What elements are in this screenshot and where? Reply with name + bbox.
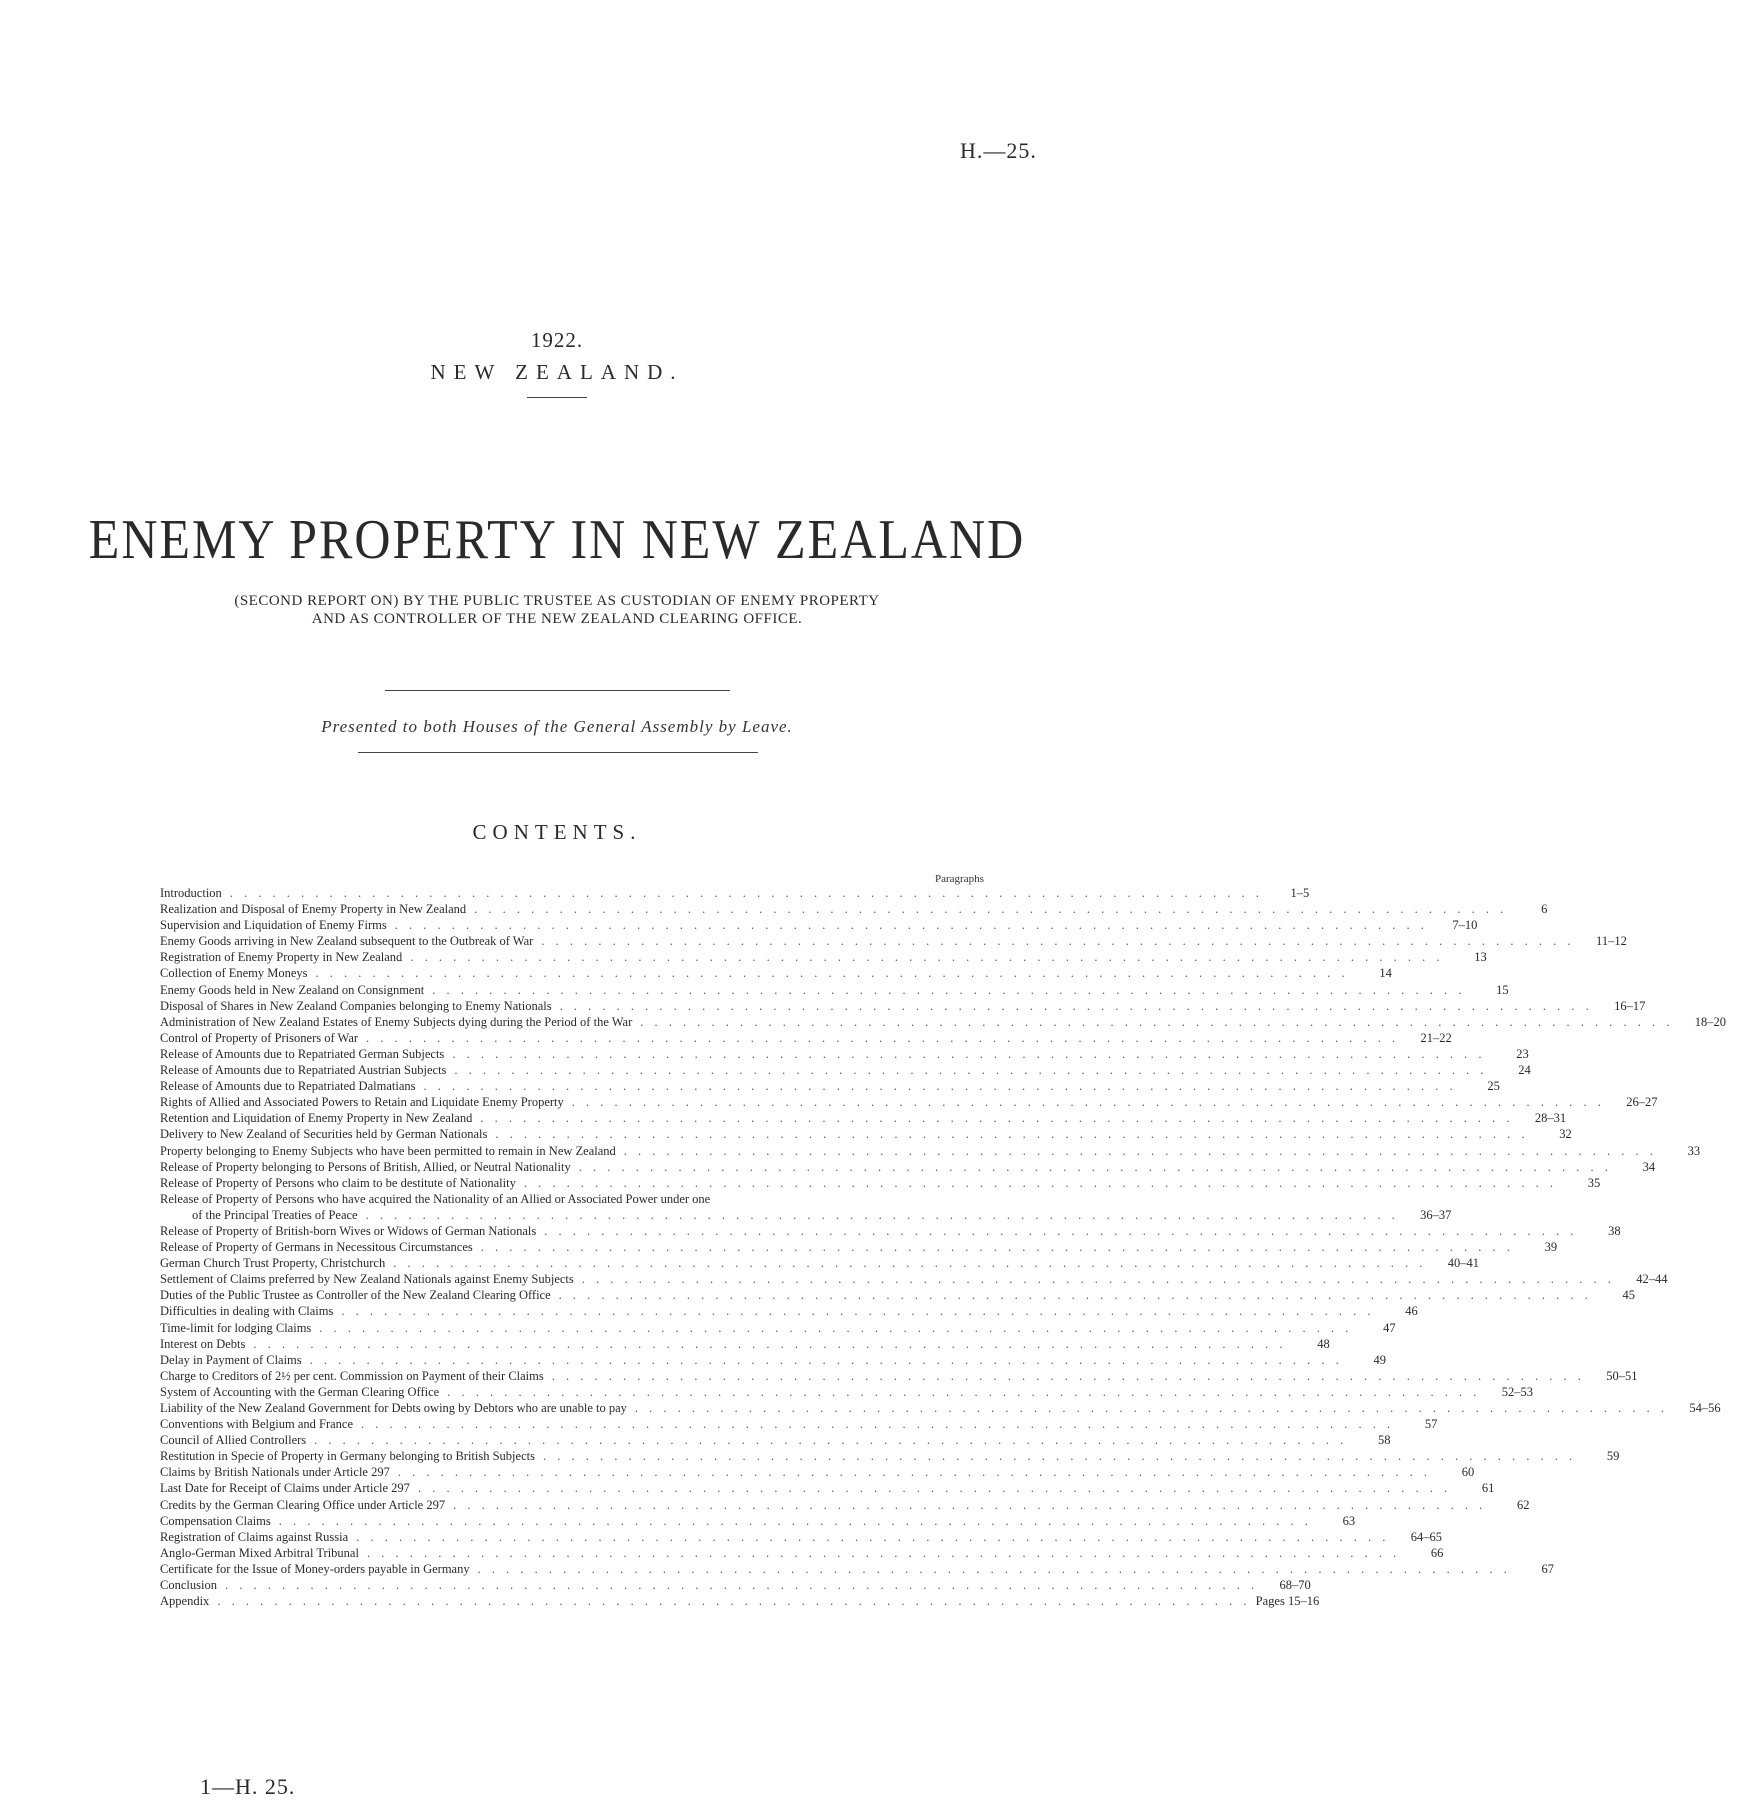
leader-dots: . . . . . . . . . . . . . . . . . . . . . . . . . . . . . . . . . . . . . . . . . . . . . . . . . . . . . . . . . . . . . . . . . . . . . . . . . (315, 966, 1349, 981)
leader-dots: . . . . . . . . . . . . . . . . . . . . . . . . . . . . . . . . . . . . . . . . . . . . . . . . . . . . . . . . . . . . . . . . . . . . . . . . . (634, 1401, 1669, 1415)
contents-entry-label: Enemy Goods held in New Zealand on Consignment (160, 982, 425, 997)
contents-entry-paragraphs: 60 (1461, 1465, 1475, 1480)
contents-entry (160, 933, 1627, 949)
leader-dots: . . . . . . . . . . . . . . . . . . . . . . . . . . . . . . . . . . . . . . . . . . . . . . . . . . . . . . . . . . . . . . . . . . . . . . . . . (480, 1240, 1514, 1255)
leader-dots: . . . . . . . . . . . . . . . . . . . . . . . . . . . . . . . . . . . . . . . . . . . . . . . . . . . . . . . . . . . . . . . . . . . . . . . . . (544, 1223, 1578, 1238)
document-title: ENEMY PROPERTY IN NEW ZEALAND (88, 507, 1026, 571)
contents-entry (160, 1014, 1727, 1030)
contents-entry-paragraphs: 46 (1405, 1304, 1418, 1319)
contents-entry-label: Delay in Payment of Claims (160, 1352, 302, 1367)
contents-entry-paragraphs: 23 (1516, 1046, 1529, 1061)
leader-dots: . . . . . . . . . . . . . . . . . . . . . . . . . . . . . . . . . . . . . . . . . . . . . . . . . . . . . . . . . . . . . . . . . . . . . . . . . (229, 886, 1263, 900)
contents-entry-label: Settlement of Claims preferred by New Zealand Nationals against Enemy Subjects (160, 1272, 574, 1287)
contents-entry-paragraphs: 58 (1378, 1433, 1391, 1448)
contents-entry-paragraphs: 32 (1559, 1127, 1572, 1142)
contents-entry (160, 1545, 1444, 1561)
leader-dots: . . . . . . . . . . . . . . . . . . . . . . . . . . . . . . . . . . . . . . . . . . . . . . . . . . . . . . . . . . . . . . . . . . . . . . . . . (447, 1384, 1481, 1399)
contents-entry (160, 1239, 1558, 1255)
contents-entry-paragraphs: 38 (1608, 1223, 1621, 1238)
contents-entry (160, 885, 1310, 901)
leader-dots: . . . . . . . . . . . . . . . . . . . . . . . . . . . . . . . . . . . . . . . . . . . . . . . . . . . . . . . . . . . . . . . . . . . . . . . . . (578, 1159, 1612, 1174)
contents-entry-paragraphs: 47 (1383, 1320, 1396, 1335)
document-code: H.—25. (960, 138, 1037, 163)
contents-entry (160, 1159, 1656, 1175)
divider-top (385, 690, 730, 691)
contents-entry (160, 1464, 1475, 1480)
presented-line: Presented to both Houses of the General Assembly by Leave. (321, 717, 793, 736)
document-subtitle (120, 592, 994, 628)
contents-entry-label: Interest on Debts (160, 1336, 246, 1351)
contents-entry-paragraphs: 63 (1342, 1513, 1356, 1528)
contents-entry-label: Supervision and Liquidation of Enemy Firms (160, 918, 387, 933)
contents-entry-label: Credits by the German Clearing Office under Article 297 (160, 1497, 446, 1512)
contents-entry-paragraphs: 24 (1518, 1063, 1531, 1078)
leader-dots: . . . . . . . . . . . . . . . . . . . . . . . . . . . . . . . . . . . . . . . . . . . . . . . . . . . . . . . . . . . . . . . . . . . . . . . . . (394, 918, 1428, 933)
contents-entry-paragraphs: 7–10 (1452, 918, 1478, 933)
contents-entry (160, 982, 1509, 998)
contents-entry (160, 998, 1646, 1014)
contents-entry-paragraphs: 45 (1622, 1288, 1636, 1303)
divider-bottom (358, 752, 758, 753)
contents-entry-paragraphs: 62 (1516, 1497, 1530, 1512)
contents-entry (160, 1336, 1330, 1352)
contents-entry (160, 1368, 1638, 1384)
contents-entry-paragraphs: 1–5 (1290, 886, 1310, 900)
contents-entry (160, 1480, 1495, 1496)
contents-entry-label: Liability of the New Zealand Government for Debts owing by Debtors who are unable to pay (160, 1401, 627, 1415)
leader-dots: . . . . . . . . . . . . . . . . . . . . . . . . . . . . . . . . . . . . . . . . . . . . . . . . . . . . . . . . . . . . . . . . . . . . . . . . . (480, 1111, 1514, 1126)
leader-dots: . . . . . . . . . . . . . . . . . . . . . . . . . . . . . . . . . . . . . . . . . . . . . . . . . . . . . . . . . . . . . . . . . . . . . . . . . (365, 1207, 1399, 1222)
contents-entry (160, 1303, 1418, 1319)
contents-entry-paragraphs: 35 (1587, 1175, 1601, 1190)
contents-entry (160, 1046, 1529, 1062)
subtitle-line: AND AS CONTROLLER OF THE NEW ZEALAND CLEARING OFFICE. (311, 611, 803, 627)
contents-entry-label: of the Principal Treaties of Peace (192, 1207, 358, 1222)
contents-entry-label: Conventions with Belgium and France (160, 1417, 354, 1432)
contents-entry-paragraphs: 68–70 (1279, 1578, 1311, 1593)
leader-dots: . . . . . . . . . . . . . . . . . . . . . . . . . . . . . . . . . . . . . . . . . . . . . . . . . . . . . . . . . . . . . . . . . . . . . . . . . (366, 1030, 1400, 1045)
contents-entry (160, 1223, 1621, 1239)
contents-entry-label: Time-limit for lodging Claims (160, 1320, 312, 1335)
contents-entry-label: Registration of Enemy Property in New Zealand (160, 950, 403, 965)
contents-entry-label: Registration of Claims against Russia (160, 1529, 349, 1544)
contents-entry (160, 917, 1478, 933)
leader-dots: . . . . . . . . . . . . . . . . . . . . . . . . . . . . . . . . . . . . . . . . . . . . . . . . . . . . . . . . . . . . . . . . . . . . . . . . . (640, 1014, 1674, 1029)
leader-dots: . . . . . . . . . . . . . . . . . . . . . . . . . . . . . . . . . . . . . . . . . . . . . . . . . . . . . . . . . . . . . . . . . . . . . . . . . (309, 1352, 1343, 1367)
subtitle-line: (SECOND REPORT ON) BY THE PUBLIC TRUSTEE AS CUSTODIAN OF ENEMY PROPERTY (234, 593, 880, 609)
contents-entry (160, 1400, 1721, 1416)
contents-entry-label: Charge to Creditors of 2½ per cent. Commission on Payment of their Claims (160, 1368, 544, 1383)
contents-entry (160, 1577, 1311, 1593)
contents-entry-label: Delivery to New Zealand of Securities held by German Nationals (160, 1127, 488, 1142)
contents-entry-label: Disposal of Shares in New Zealand Companies belonging to Enemy Nationals (160, 998, 552, 1013)
leader-dots: . . . . . . . . . . . . . . . . . . . . . . . . . . . . . . . . . . . . . . . . . . . . . . . . . . . . . . . . . . . . . . . . . . . . . . . . . (319, 1320, 1353, 1335)
contents-entry-paragraphs: 36–37 (1420, 1207, 1452, 1222)
contents-entry-paragraphs: 67 (1541, 1561, 1554, 1576)
contents-entry-label: Property belonging to Enemy Subjects who have been permitted to remain in New Zealand (160, 1143, 616, 1158)
contents-entry (160, 1110, 1567, 1126)
contents-entry-label: Release of Property belonging to Persons of British, Allied, or Neutral Nationality (160, 1159, 571, 1174)
contents-entry-paragraphs: 52–53 (1501, 1384, 1533, 1399)
contents-entry-label: Duties of the Public Trustee as Controller of the New Zealand Clearing Office (160, 1288, 551, 1303)
contents-entry-label: German Church Trust Property, Christchurch (160, 1256, 386, 1271)
contents-entry-paragraphs: 33 (1687, 1143, 1701, 1158)
contents-entry (160, 1448, 1620, 1464)
leader-dots: . . . . . . . . . . . . . . . . . . . . . . . . . . . . . . . . . . . . . . . . . . . . . . . . . . . . . . . . . . . . . . . . . . . . . . . . . (559, 998, 1593, 1013)
contents-entry-label: Certificate for the Issue of Money-orders payable in Germany (160, 1561, 470, 1576)
contents-entry (160, 1062, 1531, 1078)
contents-entry-paragraphs: 57 (1424, 1417, 1438, 1432)
leader-dots: . . . . . . . . . . . . . . . . . . . . . . . . . . . . . . . . . . . . . . . . . . . . . . . . . . . . . . . . . . . . . . . . . . . . . . . . . (432, 982, 1466, 997)
leader-dots: . . . . . . . . . . . . . . . . . . . . . . . . . . . . . . . . . . . . . . . . . . . . . . . . . . . . . . . . . . . . . . . . . . . . . . . . . (454, 1063, 1488, 1078)
contents-entry-paragraphs: 28–31 (1534, 1111, 1567, 1126)
contents-entry-paragraphs: 39 (1544, 1240, 1558, 1255)
leader-dots: . . . . . . . . . . . . . . . . . . . . . . . . . . . . . . . . . . . . . . . . . . . . . . . . . . . . . . . . . . . . . . . . . . . . . . . . . (224, 1578, 1259, 1593)
contents-entry-label: Realization and Disposal of Enemy Property in New Zealand (160, 902, 467, 917)
contents-entry (160, 1271, 1668, 1287)
contents-entry (160, 1529, 1442, 1545)
contents-entry (160, 1513, 1356, 1529)
leader-dots: . . . . . . . . . . . . . . . . . . . . . . . . . . . . . . . . . . . . . . . . . . . . . . . . . . . . . . . . . . . . . . . . . . . . . . . . . (361, 1417, 1395, 1432)
contents-entry-paragraphs: 14 (1379, 966, 1392, 981)
contents-entry-paragraphs: 59 (1606, 1449, 1620, 1464)
paragraphs-column-header: Paragraphs (935, 873, 984, 885)
contents-entry-label: Appendix (160, 1594, 210, 1609)
divider-short (527, 397, 587, 398)
contents-entry (160, 1126, 1572, 1142)
contents-entry-paragraphs: 11–12 (1596, 934, 1627, 949)
contents-entry-paragraphs: 50–51 (1606, 1368, 1638, 1383)
leader-dots: . . . . . . . . . . . . . . . . . . . . . . . . . . . . . . . . . . . . . . . . . . . . . . . . . . . . . . . . . . . . . . . . . . . . . . . . . (551, 1368, 1585, 1383)
contents-entry-paragraphs: Pages 15–16 (1255, 1594, 1320, 1609)
leader-dots: . . . . . . . . . . . . . . . . . . . . . . . . . . . . . . . . . . . . . . . . . . . . . . . . . . . . . . . . . . . . . . . . . . . . . . . . . (217, 1594, 1251, 1609)
contents-entry-label: Rights of Allied and Associated Powers to Retain and Liquidate Enemy Property (160, 1095, 564, 1110)
leader-dots: . . . . . . . . . . . . . . . . . . . . . . . . . . . . . . . . . . . . . . . . . . . . . . . . . . . . . . . . . . . . . . . . . . . . . . . . . (410, 950, 1444, 965)
contents-entry (160, 901, 1548, 917)
contents-entry-paragraphs: 25 (1487, 1079, 1500, 1094)
contents-list (160, 885, 1727, 1609)
contents-entry-label: Release of Property of Germans in Necessitous Circumstances (160, 1240, 473, 1255)
contents-entry (160, 1191, 986, 1207)
contents-entry (160, 949, 1487, 965)
leader-dots: . . . . . . . . . . . . . . . . . . . . . . . . . . . . . . . . . . . . . . . . . . . . . . . . . . . . . . . . . . . . . . . . . . . . . . . . . (477, 1561, 1511, 1576)
leader-dots: . . . . . . . . . . . . . . . . . . . . . . . . . . . . . . . . . . . . . . . . . . . . . . . . . . . . . . . . . . . . . . . . . . . . . . . . . (366, 1545, 1401, 1560)
leader-dots: . . . . . . . . . . . . . . . . . . . . . . . . . . . . . . . . . . . . . . . . . . . . . . . . . . . . . . . . . . . . . . . . . . . . . . . . . (253, 1336, 1287, 1351)
contents-entry-label: Release of Property of Persons who claim to be destitute of Nationality (160, 1175, 516, 1190)
contents-entry-paragraphs: 66 (1430, 1545, 1444, 1560)
contents-entry-paragraphs: 42–44 (1636, 1272, 1668, 1287)
contents-entry-paragraphs: 54–56 (1689, 1401, 1721, 1415)
leader-dots: . . . . . . . . . . . . . . . . . . . . . . . . . . . . . . . . . . . . . . . . . . . . . . . . . . . . . . . . . . . . . . . . . . . . . . . . . (314, 1433, 1348, 1448)
contents-entry (160, 1432, 1391, 1448)
contents-entry-label: Enemy Goods arriving in New Zealand subsequent to the Outbreak of War (160, 934, 534, 949)
contents-entry-label: System of Accounting with the German Clearing Office (160, 1384, 440, 1399)
contents-entry-label: Control of Property of Prisoners of War (160, 1030, 359, 1045)
contents-entry-paragraphs: 64–65 (1410, 1529, 1442, 1544)
contents-entry-label: Compensation Claims (160, 1513, 271, 1528)
contents-entry-label: Collection of Enemy Moneys (160, 966, 308, 981)
leader-dots: . . . . . . . . . . . . . . . . . . . . . . . . . . . . . . . . . . . . . . . . . . . . . . . . . . . . . . . . . . . . . . . . . . . . . . . . . (356, 1529, 1390, 1544)
contents-entry-label: Release of Property of British-born Wives or Widows of German Nationals (160, 1223, 537, 1238)
contents-entry-label: Anglo-German Mixed Arbitral Tribunal (160, 1545, 359, 1560)
leader-dots: . . . . . . . . . . . . . . . . . . . . . . . . . . . . . . . . . . . . . . . . . . . . . . . . . . . . . . . . . . . . . . . . . . . . . . . . . (453, 1497, 1487, 1512)
contents-entry-label: Release of Amounts due to Repatriated Austrian Subjects (160, 1063, 447, 1078)
contents-entry-paragraphs: 13 (1474, 950, 1487, 965)
contents-entry-label: Council of Allied Controllers (160, 1433, 307, 1448)
contents-entry (160, 1094, 1658, 1110)
contents-entry (160, 1593, 1320, 1609)
contents-entry (160, 1287, 1636, 1303)
country: NEW ZEALAND. (430, 360, 684, 384)
contents-entry (160, 1384, 1533, 1400)
leader-dots: . . . . . . . . . . . . . . . . . . . . . . . . . . . . . . . . . . . . . . . . . . . . . . . . . . . . . . . . . . . . . . . . . . . . . . . . . (417, 1481, 1452, 1496)
year: 1922. (530, 328, 584, 352)
contents-entry-label: Administration of New Zealand Estates of Enemy Subjects dying during the Period of the War (160, 1014, 633, 1029)
contents-entry-label: Release of Amounts due to Repatriated Dalmatians (160, 1079, 416, 1094)
contents-entry-paragraphs: 15 (1496, 982, 1509, 997)
contents-entry-label: Restitution in Specie of Property in Germany belonging to British Subjects (160, 1449, 535, 1464)
contents-entry-paragraphs: 61 (1481, 1481, 1495, 1496)
contents-entry-paragraphs: 18–20 (1694, 1014, 1727, 1029)
contents-entry-paragraphs: 6 (1541, 902, 1548, 917)
contents-entry-label: Claims by British Nationals under Article 297 (160, 1465, 390, 1480)
contents-entry-label: Conclusion (160, 1578, 217, 1593)
leader-dots: . . . . . . . . . . . . . . . . . . . . . . . . . . . . . . . . . . . . . . . . . . . . . . . . . . . . . . . . . . . . . . . . . . . . . . . . . (541, 934, 1575, 949)
contents-entry (160, 1255, 1479, 1271)
contents-entry-label: Release of Property of Persons who have acquired the Nationality of an Allied or Associated Power under one (160, 1191, 711, 1206)
page-signature: 1—H. 25. (200, 1774, 296, 1799)
leader-dots: . . . . . . . . . . . . . . . . . . . . . . . . . . . . . . . . . . . . . . . . . . . . . . . . . . . . . . . . . . . . . . . . . . . . . . . . . (397, 1465, 1431, 1480)
contents-entry (160, 965, 1392, 981)
leader-dots: . . . . . . . . . . . . . . . . . . . . . . . . . . . . . . . . . . . . . . . . . . . . . . . . . . . . . . . . . . . . . . . . . . . . . . . . . (495, 1127, 1529, 1142)
contents-entry (160, 1352, 1387, 1368)
leader-dots: . . . . . . . . . . . . . . . . . . . . . . . . . . . . . . . . . . . . . . . . . . . . . . . . . . . . . . . . . . . . . . . . . . . . . . . . . (341, 1304, 1375, 1319)
leader-dots: . . . . . . . . . . . . . . . . . . . . . . . . . . . . . . . . . . . . . . . . . . . . . . . . . . . . . . . . . . . . . . . . . . . . . . . . . (452, 1046, 1486, 1061)
contents-entry (160, 1320, 1396, 1336)
leader-dots: . . . . . . . . . . . . . . . . . . . . . . . . . . . . . . . . . . . . . . . . . . . . . . . . . . . . . . . . . . . . . . . . . . . . . . . . . (581, 1272, 1615, 1287)
contents-entry (160, 1416, 1438, 1432)
contents-entry-label: Retention and Liquidation of Enemy Property in New Zealand (160, 1111, 473, 1126)
contents-heading: CONTENTS. (472, 820, 642, 844)
contents-entry (160, 1078, 1500, 1094)
contents-entry-paragraphs: 26–27 (1626, 1095, 1658, 1110)
contents-entry-paragraphs: 49 (1373, 1352, 1387, 1367)
leader-dots: . . . . . . . . . . . . . . . . . . . . . . . . . . . . . . . . . . . . . . . . . . . . . . . . . . . . . . . . . . . . . . . . . . . . . . . . . (423, 1079, 1457, 1094)
leader-dots: . . . . . . . . . . . . . . . . . . . . . . . . . . . . . . . . . . . . . . . . . . . . . . . . . . . . . . . . . . . . . . . . . . . . . . . . . (571, 1095, 1605, 1110)
contents-entry (160, 1497, 1530, 1513)
contents-entry-paragraphs: 40–41 (1447, 1256, 1479, 1271)
contents-entry-paragraphs: 21–22 (1420, 1030, 1452, 1045)
leader-dots: . . . . . . . . . . . . . . . . . . . . . . . . . . . . . . . . . . . . . . . . . . . . . . . . . . . . . . . . . . . . . . . . . . . . . . . . . (278, 1513, 1312, 1528)
leader-dots: . . . . . . . . . . . . . . . . . . . . . . . . . . . . . . . . . . . . . . . . . . . . . . . . . . . . . . . . . . . . . . . . . . . . . . . . . (558, 1288, 1592, 1303)
contents-entry-label: Introduction (160, 886, 222, 900)
contents-entry (160, 1143, 1701, 1159)
leader-dots: . . . . . . . . . . . . . . . . . . . . . . . . . . . . . . . . . . . . . . . . . . . . . . . . . . . . . . . . . . . . . . . . . . . . . . . . . (623, 1143, 1657, 1158)
contents-entry-paragraphs: 34 (1642, 1159, 1656, 1174)
contents-entry-paragraphs: 16–17 (1614, 998, 1646, 1013)
contents-entry-label: Release of Amounts due to Repatriated German Subjects (160, 1046, 445, 1061)
leader-dots: . . . . . . . . . . . . . . . . . . . . . . . . . . . . . . . . . . . . . . . . . . . . . . . . . . . . . . . . . . . . . . . . . . . . . . . . . (523, 1175, 1557, 1190)
leader-dots: . . . . . . . . . . . . . . . . . . . . . . . . . . . . . . . . . . . . . . . . . . . . . . . . . . . . . . . . . . . . . . . . . . . . . . . . . (542, 1449, 1577, 1464)
leader-dots: . . . . . . . . . . . . . . . . . . . . . . . . . . . . . . . . . . . . . . . . . . . . . . . . . . . . . . . . . . . . . . . . . . . . . . . . . (474, 902, 1508, 917)
contents-entry (160, 1175, 1601, 1191)
contents-entry-paragraphs: 48 (1317, 1336, 1330, 1351)
contents-entry-label: Difficulties in dealing with Claims (160, 1304, 334, 1319)
contents-entry (160, 1207, 1452, 1223)
contents-entry (160, 1561, 1554, 1577)
leader-dots: . . . . . . . . . . . . . . . . . . . . . . . . . . . . . . . . . . . . . . . . . . . . . . . . . . . . . . . . . . . . . . . . . . . . . . . . . (393, 1256, 1427, 1271)
contents-entry-label: Last Date for Receipt of Claims under Article 297 (160, 1481, 410, 1496)
contents-entry (160, 1030, 1452, 1046)
